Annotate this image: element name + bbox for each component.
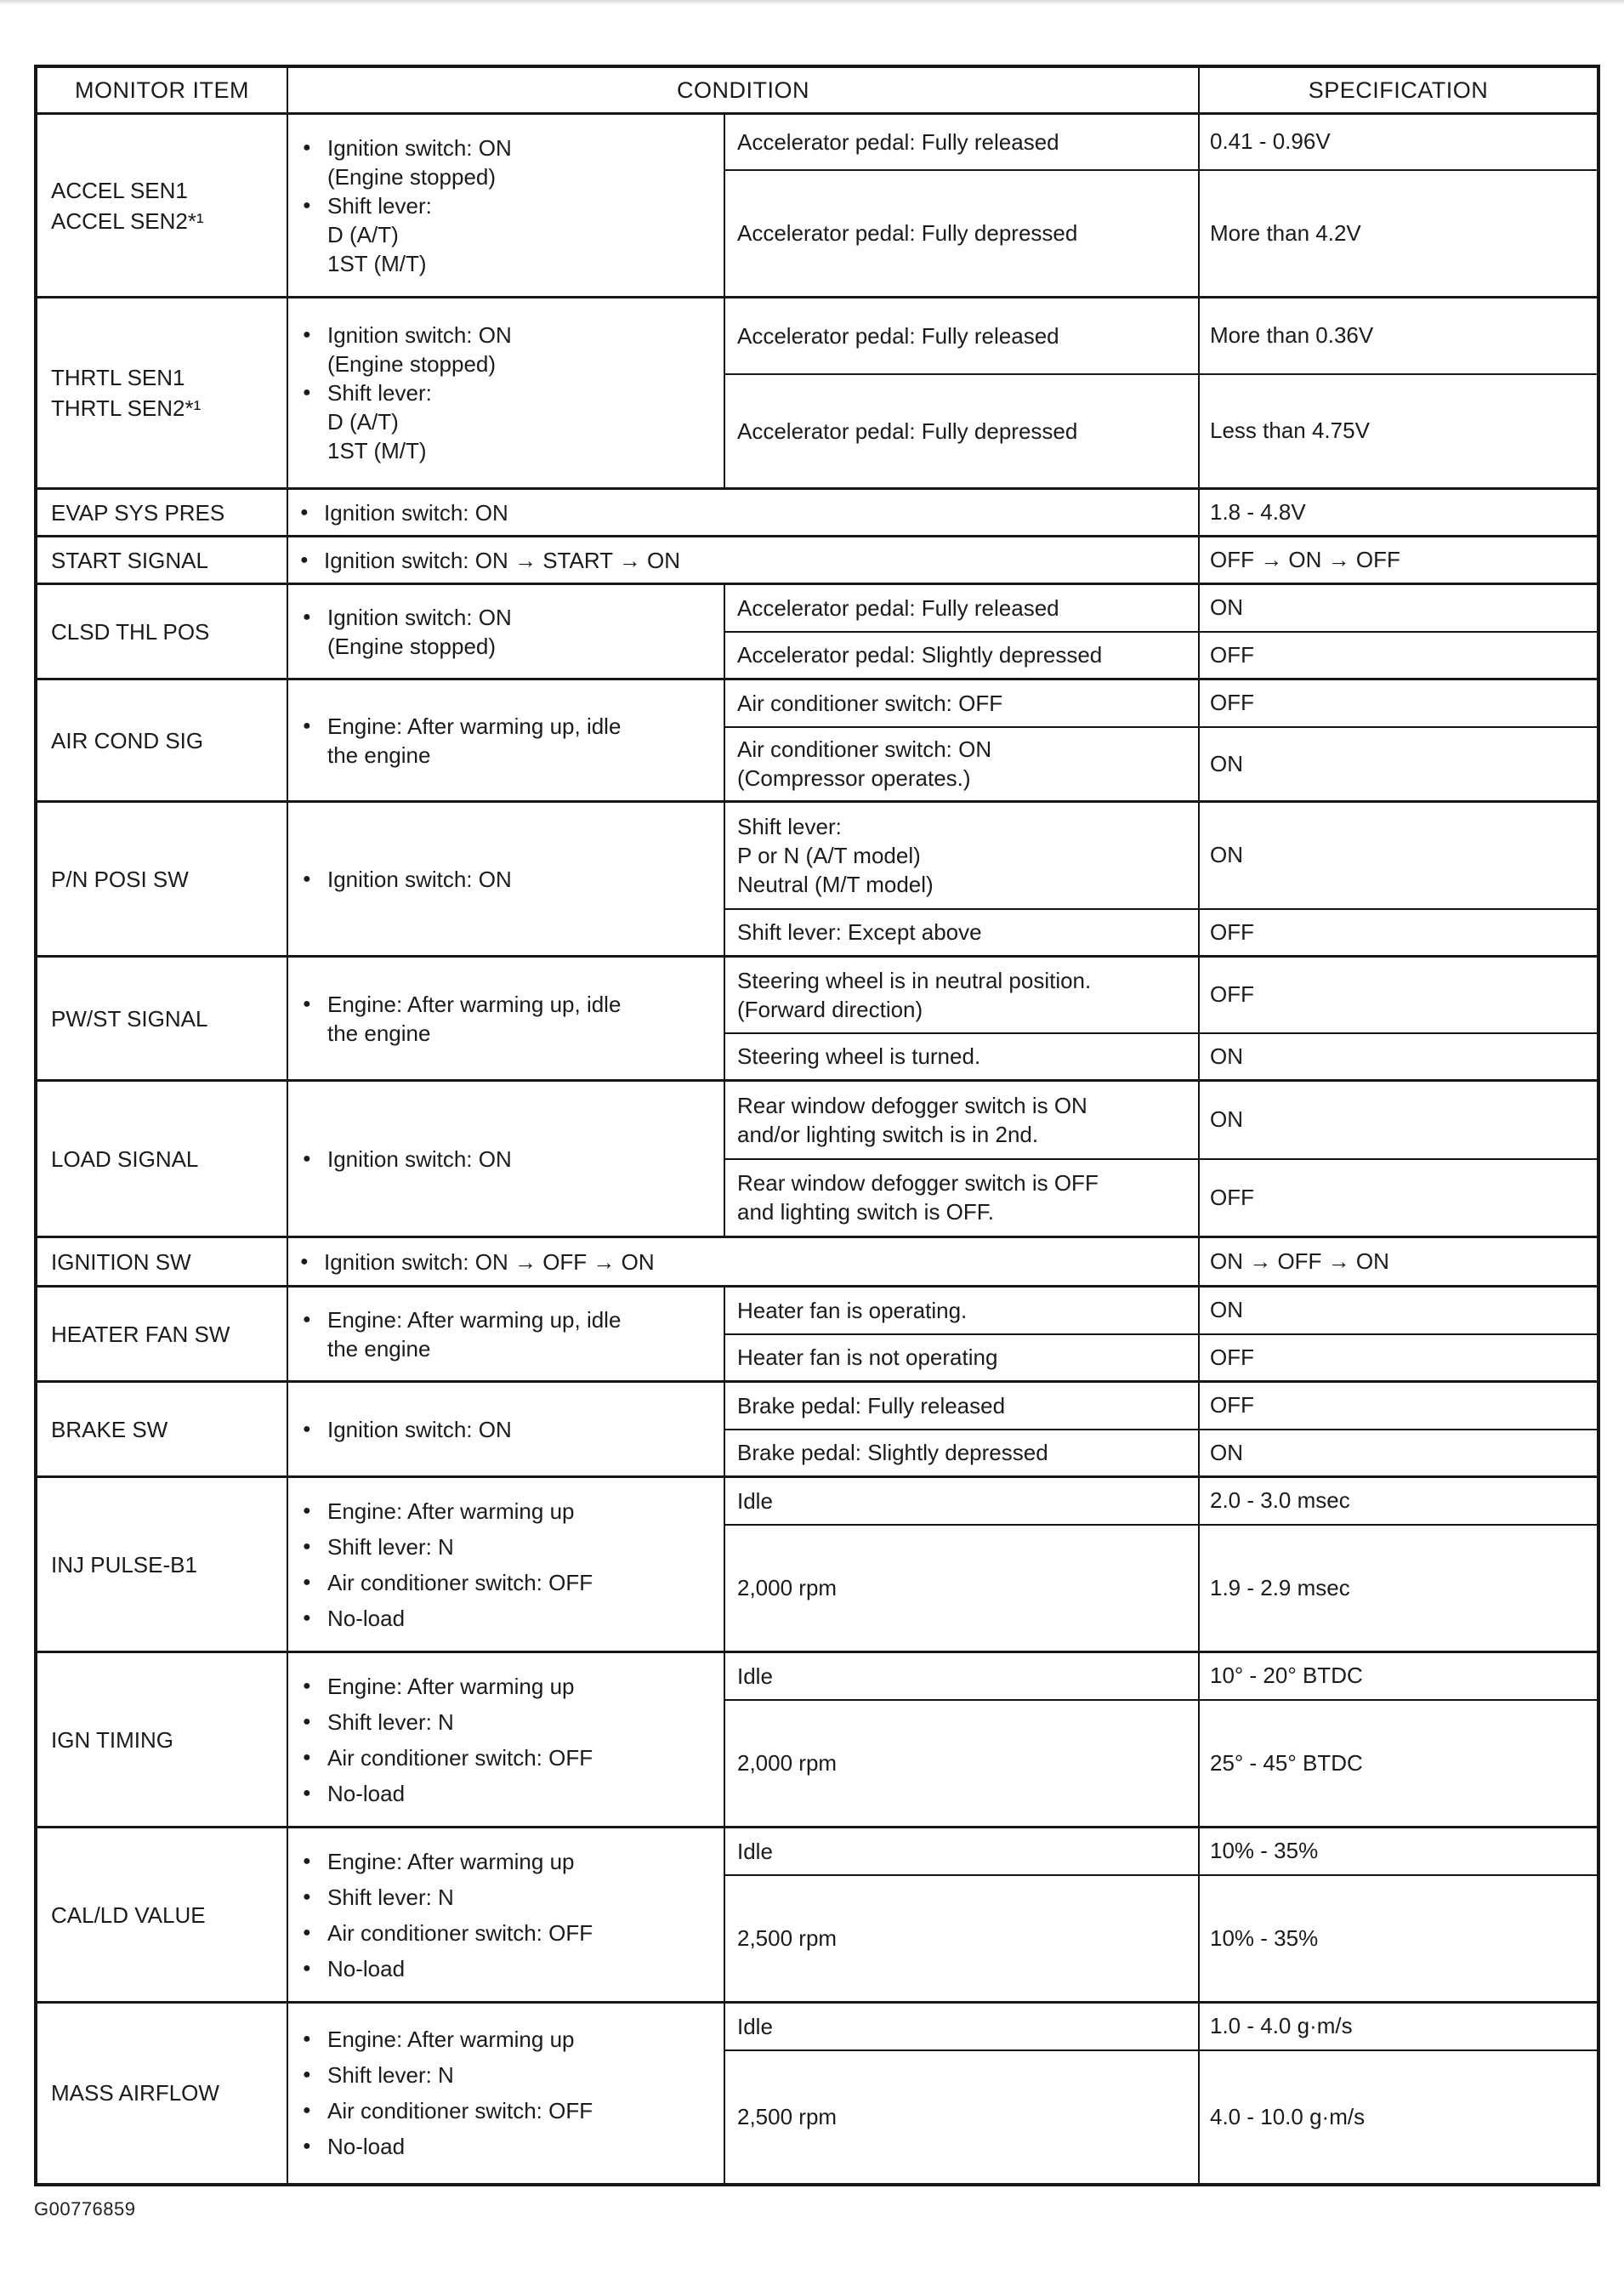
condition-shared-cell <box>287 1652 724 1828</box>
condition-shared-cell <box>287 957 724 1081</box>
specification-cell: Less than 4.75V <box>1199 374 1598 489</box>
condition-line: 2,000 rpm <box>737 1750 838 1777</box>
bullet-icon: ● <box>303 1889 311 1904</box>
specification-cell: OFF <box>1199 909 1598 957</box>
condition-line-text: 1ST (M/T) <box>327 250 427 276</box>
condition-line: Neutral (M/T model) <box>737 871 934 897</box>
condition-line-text: No-load <box>327 1780 406 1806</box>
condition-line-text: Ignition switch: ON → OFF → ON <box>324 1248 655 1275</box>
condition-line: Brake pedal: Slightly depressed <box>737 1440 1048 1466</box>
specification-cell: 4.0 - 10.0 g·m/s <box>1199 2050 1598 2185</box>
condition-line-text: Air conditioner switch: OFF <box>327 1744 593 1771</box>
bullet-icon: ● <box>303 2067 311 2083</box>
figure-id: G00776859 <box>34 2198 136 2220</box>
condition-line <box>297 220 715 249</box>
table-row <box>36 537 1598 584</box>
bullet-icon: ● <box>300 1254 309 1269</box>
bullet-icon: ● <box>303 718 311 733</box>
condition-line-text: Shift lever: N <box>327 1708 454 1735</box>
table-row <box>36 114 1598 170</box>
condition-line <box>297 1708 715 1737</box>
monitor-item-cell <box>36 584 287 679</box>
condition-cell <box>724 679 1199 727</box>
condition-line <box>297 1779 715 1808</box>
table-row <box>36 802 1598 909</box>
monitor-item-cell <box>36 537 287 584</box>
condition-line <box>297 632 715 661</box>
condition-line-text: (Engine stopped) <box>327 633 497 659</box>
condition-cell <box>724 2050 1199 2185</box>
condition-line <box>297 134 715 162</box>
bullet-icon: ● <box>303 1714 311 1729</box>
condition-shared-cell <box>287 584 724 679</box>
monitor-item-cell <box>36 1828 287 2003</box>
condition-cell <box>724 1033 1199 1081</box>
table-row <box>36 1081 1598 1159</box>
condition-line: and lighting switch is OFF. <box>737 1199 995 1225</box>
bullet-icon: ● <box>303 1538 311 1554</box>
specification-cell: More than 0.36V <box>1199 298 1598 374</box>
condition-line: (Compressor operates.) <box>737 765 971 792</box>
condition-cell <box>724 374 1199 489</box>
table-row <box>36 298 1598 374</box>
condition-line <box>300 546 1190 575</box>
table-row <box>36 489 1598 537</box>
table-header-condition: CONDITION <box>287 66 1199 114</box>
condition-line <box>297 1847 715 1876</box>
condition-line-text: Shift lever: <box>327 380 432 406</box>
condition-line <box>297 378 715 407</box>
condition-line <box>297 321 715 350</box>
condition-line-text: Ignition switch: ON <box>327 604 512 630</box>
specification-cell: OFF <box>1199 957 1598 1033</box>
condition-line: Accelerator pedal: Fully depressed <box>737 220 1078 247</box>
condition-line <box>297 1532 715 1561</box>
condition-cell <box>724 1875 1199 2003</box>
condition-line-text: Shift lever: N <box>327 1533 454 1560</box>
condition-line: 2,000 rpm <box>737 1575 838 1601</box>
condition-line-text: Ignition switch: ON <box>327 134 512 161</box>
condition-line-text: Engine: After warming up <box>327 1673 575 1699</box>
bullet-icon: ● <box>303 1785 311 1800</box>
bullet-icon: ● <box>300 504 309 520</box>
bullet-icon: ● <box>303 1924 311 1940</box>
condition-line <box>297 741 715 770</box>
condition-cell <box>724 114 1199 170</box>
monitor-item-label: CLSD THL POS <box>51 618 210 645</box>
bullet-icon: ● <box>303 1610 311 1625</box>
condition-shared-cell <box>287 1477 724 1652</box>
specification-cell: 1.0 - 4.0 g·m/s <box>1199 2003 1598 2050</box>
condition-line-text: Air conditioner switch: OFF <box>327 2098 593 2124</box>
specification-cell: More than 4.2V <box>1199 170 1598 298</box>
monitor-item-label: BRAKE SW <box>51 1416 168 1442</box>
monitor-item-cell <box>36 957 287 1081</box>
scan-edge-artifact <box>0 0 1624 5</box>
monitor-item-label: LOAD SIGNAL <box>51 1146 199 1172</box>
bullet-icon: ● <box>303 871 311 886</box>
condition-line: 2,500 rpm <box>737 1925 838 1952</box>
bullet-icon: ● <box>303 327 311 342</box>
specification-cell: ON <box>1199 1430 1598 1477</box>
condition-cell <box>724 2003 1199 2050</box>
condition-line: 2,500 rpm <box>737 2104 838 2129</box>
condition-cell <box>724 957 1199 1033</box>
table-row <box>36 1477 1598 1525</box>
condition-cell <box>724 1081 1199 1159</box>
table-row <box>36 1237 1598 1287</box>
monitor-item-label: THRTL SEN2*¹ <box>51 395 202 421</box>
condition-line: Accelerator pedal: Fully released <box>737 128 1059 155</box>
condition-line: Air conditioner switch: ON <box>737 736 992 763</box>
condition-line <box>297 712 715 741</box>
monitor-item-label: IGNITION SW <box>51 1248 191 1275</box>
condition-line-text: Engine: After warming up, idle <box>327 991 622 1017</box>
bullet-icon: ● <box>303 139 311 155</box>
condition-cell <box>724 909 1199 957</box>
bullet-icon: ● <box>303 1574 311 1589</box>
condition-line-text: the engine <box>327 742 431 768</box>
condition-line <box>297 1334 715 1363</box>
condition-line: Heater fan is not operating <box>737 1344 998 1371</box>
condition-line-text: Shift lever: N <box>327 2062 454 2089</box>
condition-line-text: Ignition switch: ON <box>327 1146 512 1172</box>
monitor-table <box>34 65 1600 2186</box>
specification-cell: OFF <box>1199 1159 1598 1237</box>
condition-line <box>300 1248 1190 1276</box>
condition-line <box>297 1743 715 1772</box>
condition-cell <box>724 632 1199 679</box>
specification-cell: 1.8 - 4.8V <box>1199 489 1598 537</box>
condition-line-text: Ignition switch: ON <box>327 866 512 892</box>
monitor-item-cell <box>36 1477 287 1652</box>
condition-shared-cell <box>287 2003 724 2185</box>
condition-line <box>297 162 715 191</box>
table-row <box>36 1287 1598 1334</box>
condition-line: Idle <box>737 1663 773 1689</box>
condition-line-text: D (A/T) <box>327 409 399 435</box>
condition-line-text: Engine: After warming up, idle <box>327 1306 622 1333</box>
condition-line <box>297 1305 715 1334</box>
condition-line: Shift lever: <box>737 813 842 839</box>
specification-cell: ON <box>1199 1081 1598 1159</box>
monitor-item-cell <box>36 802 287 957</box>
monitor-item-cell <box>36 298 287 489</box>
monitor-item-cell <box>36 679 287 802</box>
condition-line <box>297 1883 715 1912</box>
condition-line-text: the engine <box>327 1335 431 1362</box>
table-row <box>36 1828 1598 1875</box>
condition-line <box>297 2061 715 2089</box>
specification-cell: OFF <box>1199 1334 1598 1382</box>
table-header-monitor-item: MONITOR ITEM <box>36 66 287 114</box>
condition-line: P or N (A/T model) <box>737 842 921 868</box>
condition-shared-cell <box>287 298 724 489</box>
condition-line <box>297 1604 715 1633</box>
bullet-icon: ● <box>303 197 311 213</box>
table-row <box>36 1382 1598 1430</box>
bullet-icon: ● <box>303 385 311 400</box>
condition-line-text: Ignition switch: ON <box>327 322 512 348</box>
condition-shared-cell <box>287 114 724 298</box>
condition-line <box>297 436 715 465</box>
condition-cell <box>724 1652 1199 1700</box>
condition-line <box>297 2025 715 2054</box>
condition-line: Air conditioner switch: OFF <box>737 690 1003 716</box>
condition-line: Idle <box>737 1838 773 1864</box>
specification-cell: 25° - 45° BTDC <box>1199 1700 1598 1828</box>
condition-line: Accelerator pedal: Fully depressed <box>737 418 1078 444</box>
bullet-icon: ● <box>303 996 311 1011</box>
specification-cell: 10% - 35% <box>1199 1875 1598 2003</box>
specification-cell: 0.41 - 0.96V <box>1199 114 1598 170</box>
bullet-icon: ● <box>303 609 311 624</box>
monitor-item-cell <box>36 1287 287 1382</box>
condition-line <box>297 1145 715 1174</box>
condition-line-text: D (A/T) <box>327 221 399 247</box>
monitor-item-label: AIR COND SIG <box>51 727 204 753</box>
condition-cell <box>724 1525 1199 1652</box>
monitor-item-label: INJ PULSE-B1 <box>51 1551 197 1578</box>
monitor-item-cell <box>36 1652 287 1828</box>
condition-cell <box>724 1287 1199 1334</box>
bullet-icon: ● <box>303 2103 311 2118</box>
table-row <box>36 679 1598 727</box>
bullet-icon: ● <box>303 1853 311 1868</box>
bullet-icon: ● <box>300 552 309 567</box>
bullet-icon: ● <box>303 2032 311 2047</box>
condition-line-text: No-load <box>327 2134 406 2160</box>
condition-line-text: 1ST (M/T) <box>327 438 427 463</box>
condition-cell <box>724 1334 1199 1382</box>
condition-cell <box>724 298 1199 374</box>
monitor-item-label: HEATER FAN SW <box>51 1321 230 1347</box>
monitor-item-label: MASS AIRFLOW <box>51 2080 219 2106</box>
monitor-item-label: PW/ST SIGNAL <box>51 1005 208 1032</box>
condition-cell <box>287 537 1199 584</box>
bullet-icon: ● <box>303 1503 311 1518</box>
condition-cell <box>724 1159 1199 1237</box>
specification-cell: ON <box>1199 727 1598 802</box>
specification-cell: ON <box>1199 802 1598 909</box>
specification-cell: OFF <box>1199 1382 1598 1430</box>
condition-cell <box>724 1382 1199 1430</box>
bullet-icon: ● <box>303 1960 311 1975</box>
table-row <box>36 584 1598 632</box>
condition-line: Steering wheel is in neutral position. <box>737 967 1092 993</box>
condition-line-text: Ignition switch: ON → START → ON <box>324 547 680 573</box>
specification-cell: 1.9 - 2.9 msec <box>1199 1525 1598 1652</box>
specification-cell: OFF <box>1199 632 1598 679</box>
condition-line: and/or lighting switch is in 2nd. <box>737 1121 1039 1147</box>
condition-line: Brake pedal: Fully released <box>737 1392 1006 1418</box>
condition-line-text: the engine <box>327 1020 431 1046</box>
monitor-item-cell <box>36 114 287 298</box>
table-header-specification: SPECIFICATION <box>1199 66 1598 114</box>
condition-cell <box>287 489 1199 537</box>
condition-line: Idle <box>737 1487 773 1514</box>
condition-line <box>297 1568 715 1597</box>
condition-line <box>297 249 715 278</box>
condition-shared-cell <box>287 1287 724 1382</box>
specification-cell: OFF → ON → OFF <box>1199 537 1598 584</box>
bullet-icon: ● <box>303 1749 311 1765</box>
condition-line <box>297 1415 715 1444</box>
condition-line <box>297 191 715 220</box>
specification-cell: ON <box>1199 584 1598 632</box>
condition-line: Rear window defogger switch is ON <box>737 1092 1087 1118</box>
condition-cell <box>724 1477 1199 1525</box>
condition-cell <box>724 170 1199 298</box>
condition-line: Rear window defogger switch is OFF <box>737 1170 1099 1197</box>
monitor-item-label: ACCEL SEN2*¹ <box>51 207 204 234</box>
condition-line-text: Engine: After warming up <box>327 1498 575 1524</box>
specification-cell: ON <box>1199 1287 1598 1334</box>
specification-cell: 10% - 35% <box>1199 1828 1598 1875</box>
bullet-icon: ● <box>303 1311 311 1327</box>
condition-line: Heater fan is operating. <box>737 1297 968 1323</box>
condition-line-text: (Engine stopped) <box>327 163 497 190</box>
bullet-icon: ● <box>303 1678 311 1693</box>
specification-cell: 10° - 20° BTDC <box>1199 1652 1598 1700</box>
condition-cell <box>724 584 1199 632</box>
table-row <box>36 1652 1598 1700</box>
condition-line-text: Shift lever: <box>327 192 432 219</box>
specification-cell: OFF <box>1199 679 1598 727</box>
condition-line <box>297 1672 715 1701</box>
condition-line: Shift lever: Except above <box>737 919 982 946</box>
condition-line-text: Ignition switch: ON <box>327 1416 512 1442</box>
condition-shared-cell <box>287 1081 724 1237</box>
condition-line: Accelerator pedal: Slightly depressed <box>737 642 1103 668</box>
condition-line <box>300 498 1190 527</box>
monitor-item-cell <box>36 1237 287 1287</box>
condition-line-text: Engine: After warming up <box>327 2027 575 2053</box>
condition-shared-cell <box>287 802 724 957</box>
condition-line <box>297 1019 715 1048</box>
condition-cell <box>287 1237 1199 1287</box>
monitor-item-cell <box>36 489 287 537</box>
condition-line-text: No-load <box>327 1955 406 1981</box>
condition-line <box>297 603 715 632</box>
condition-shared-cell <box>287 1382 724 1477</box>
condition-line <box>297 1919 715 1947</box>
condition-cell <box>724 727 1199 802</box>
specification-cell: ON → OFF → ON <box>1199 1237 1598 1287</box>
monitor-item-label: IGN TIMING <box>51 1726 173 1753</box>
condition-line-text: Air conditioner switch: OFF <box>327 1569 593 1595</box>
condition-line <box>297 865 715 894</box>
monitor-table-body <box>36 114 1598 2185</box>
monitor-item-label: START SIGNAL <box>51 547 208 573</box>
table-row <box>36 2003 1598 2050</box>
condition-cell <box>724 802 1199 909</box>
bullet-icon: ● <box>303 2139 311 2154</box>
specification-cell: ON <box>1199 1033 1598 1081</box>
condition-line <box>297 350 715 378</box>
monitor-item-cell <box>36 1081 287 1237</box>
condition-cell <box>724 1700 1199 1828</box>
condition-line-text: Shift lever: N <box>327 1884 454 1910</box>
condition-line <box>297 2132 715 2161</box>
condition-line-text: Air conditioner switch: OFF <box>327 1919 593 1946</box>
condition-line <box>297 2096 715 2125</box>
condition-line-text: Ignition switch: ON <box>324 499 508 526</box>
condition-line <box>297 1954 715 1983</box>
condition-shared-cell <box>287 679 724 802</box>
condition-line <box>297 990 715 1019</box>
table-row <box>36 957 1598 1033</box>
specification-cell: 2.0 - 3.0 msec <box>1199 1477 1598 1525</box>
condition-line: Steering wheel is turned. <box>737 1043 981 1070</box>
condition-shared-cell <box>287 1828 724 2003</box>
condition-line-text: (Engine stopped) <box>327 351 497 377</box>
condition-line: Idle <box>737 2013 773 2039</box>
monitor-item-label: ACCEL SEN1 <box>51 177 188 203</box>
bullet-icon: ● <box>303 1151 311 1166</box>
monitor-item-cell <box>36 1382 287 1477</box>
condition-line: Accelerator pedal: Fully released <box>737 594 1059 621</box>
monitor-item-label: CAL/LD VALUE <box>51 1902 206 1928</box>
condition-line-text: No-load <box>327 1605 406 1631</box>
monitor-item-cell <box>36 2003 287 2185</box>
condition-line: (Forward direction) <box>737 996 923 1022</box>
condition-line-text: Engine: After warming up <box>327 1848 575 1874</box>
monitor-item-label: P/N POSI SW <box>51 866 189 892</box>
condition-line: Accelerator pedal: Fully released <box>737 322 1059 349</box>
condition-cell <box>724 1828 1199 1875</box>
monitor-table-wrap <box>34 65 1597 2186</box>
monitor-item-label: EVAP SYS PRES <box>51 499 225 526</box>
condition-line <box>297 407 715 436</box>
bullet-icon: ● <box>303 1421 311 1436</box>
table-header-row <box>36 66 1598 114</box>
condition-line <box>297 1497 715 1526</box>
monitor-item-label: THRTL SEN1 <box>51 365 185 390</box>
condition-line-text: Engine: After warming up, idle <box>327 713 622 739</box>
condition-cell <box>724 1430 1199 1477</box>
